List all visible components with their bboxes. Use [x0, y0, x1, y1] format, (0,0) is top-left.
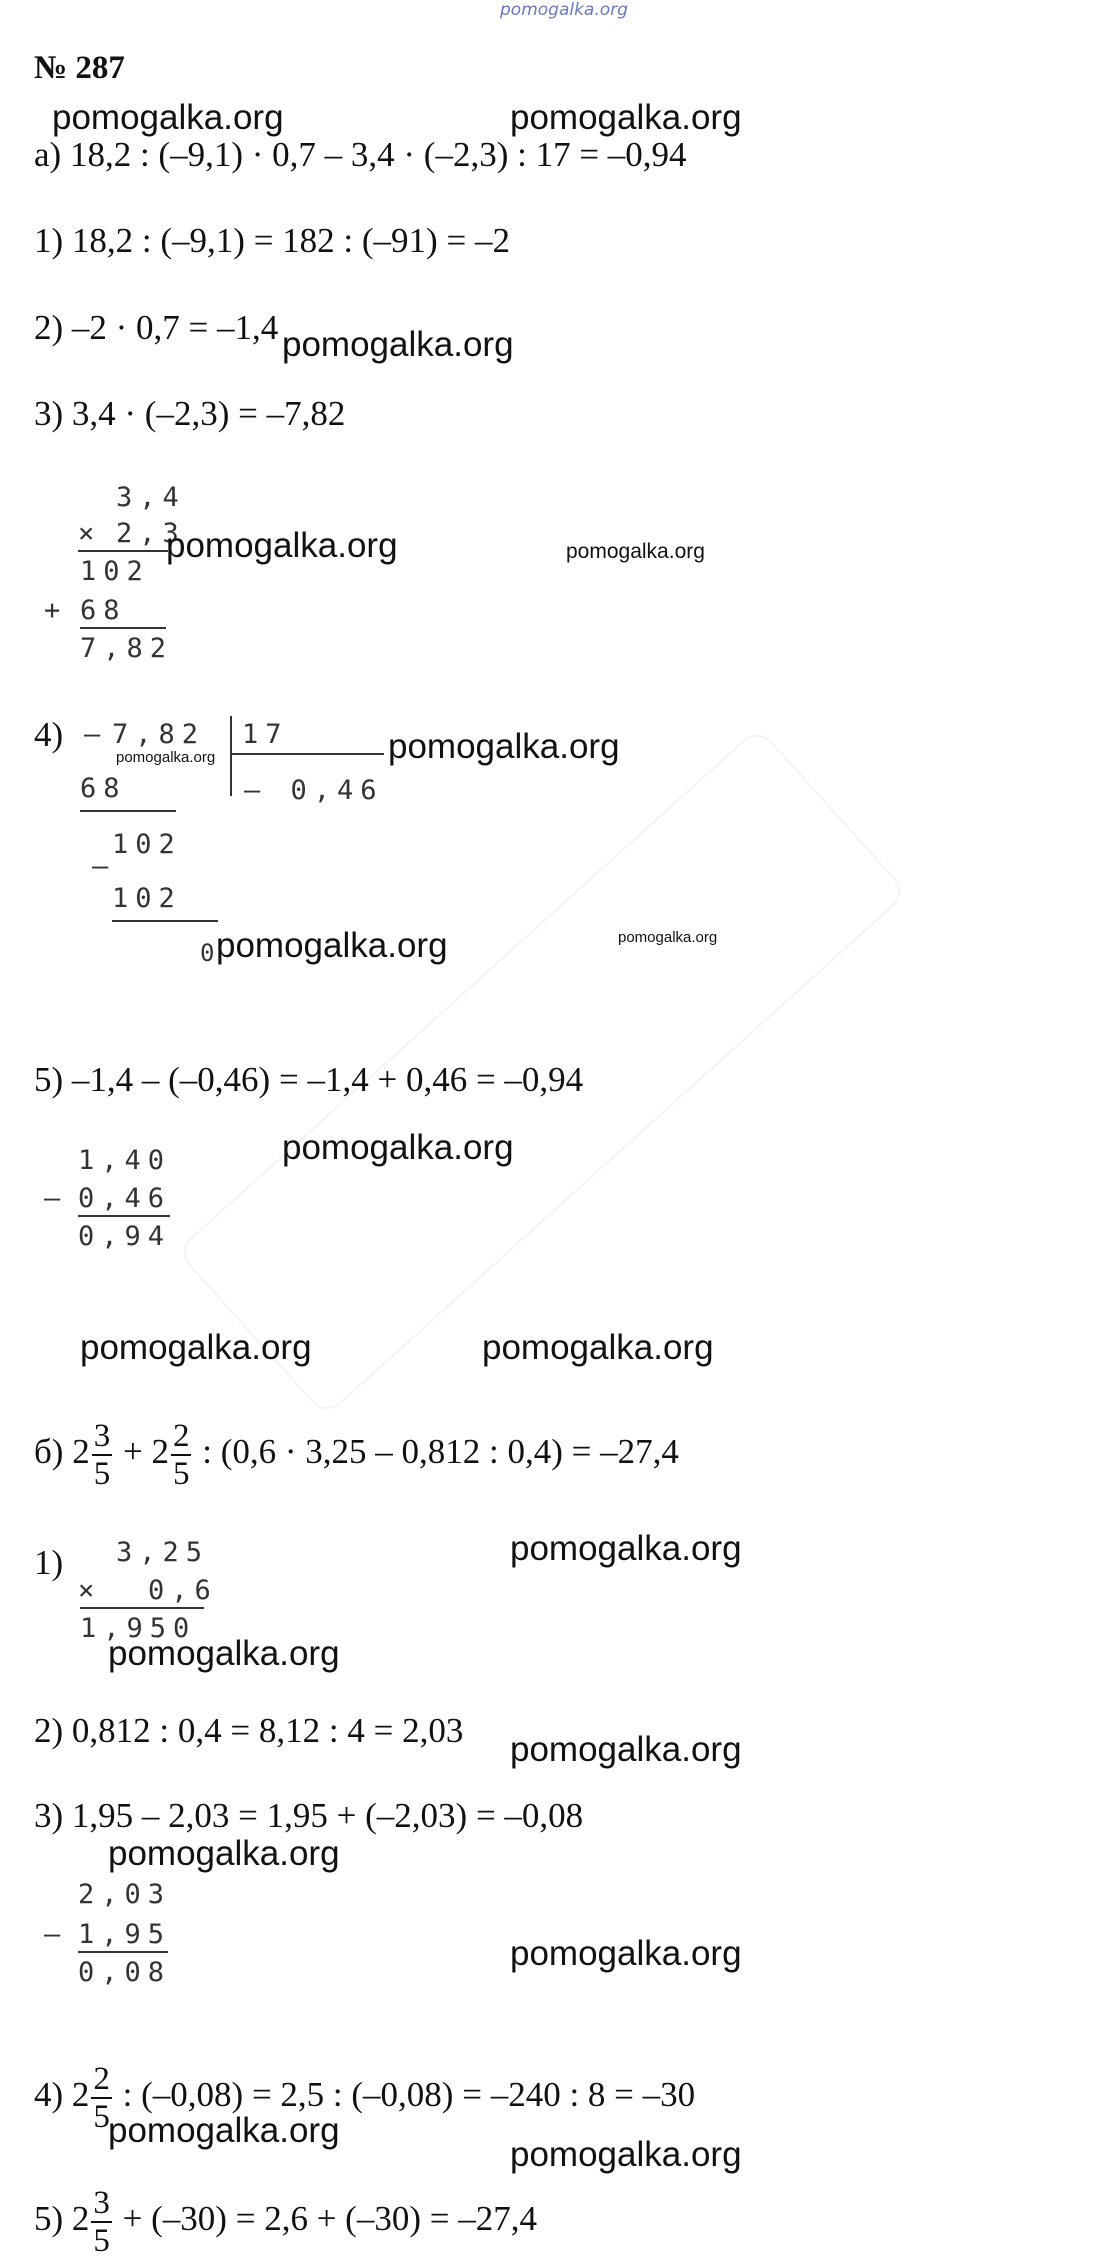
- watermark: pomogalka.org: [108, 2111, 340, 2150]
- part-b-mid: + 2: [122, 1432, 169, 1472]
- part-a-step5: 5) –1,4 – (–0,46) = –1,4 + 0,46 = –0,94: [34, 1060, 584, 1099]
- part-b-step5: [34, 2185, 537, 2259]
- fraction-denominator: 5: [93, 2223, 110, 2259]
- fraction-numerator: 3: [93, 1418, 111, 1454]
- fraction-numerator: 2: [93, 2061, 110, 2097]
- fraction-3-5: [91, 2185, 112, 2259]
- mult-a-sign: ×: [78, 518, 102, 549]
- div-rem1: 102: [112, 829, 182, 860]
- sub-a-result: 0,94: [78, 1221, 172, 1252]
- watermark: pomogalka.org: [52, 98, 284, 137]
- div-divisor: 17: [242, 719, 289, 750]
- sub-a-sign: –: [44, 1183, 68, 1214]
- part-b-step2: 2) 0,812 : 0,4 = 8,12 : 4 = 2,03: [34, 1711, 464, 1750]
- part-b-rest: : (0,6 · 3,25 – 0,812 : 0,4) = –27,4: [202, 1432, 679, 1472]
- part-a-step1: 1) 18,2 : (–9,1) = 182 : (–91) = –2: [34, 221, 510, 260]
- div-quotient: – 0,46: [244, 775, 384, 806]
- div-minus2: –: [92, 851, 116, 882]
- fraction-denominator: 5: [172, 1456, 190, 1492]
- watermark: pomogalka.org: [566, 540, 705, 563]
- fraction-numerator: 2: [172, 1418, 190, 1454]
- sub-a-row1: 1,40: [78, 1145, 172, 1176]
- sub-a-line: [78, 1215, 170, 1217]
- watermark: pomogalka.org: [482, 1328, 714, 1367]
- sub-b-row2: 1,95: [78, 1919, 172, 1950]
- watermark: pomogalka.org: [510, 98, 742, 137]
- sub-b-sign: –: [44, 1919, 68, 1950]
- fraction-denominator: 5: [93, 2099, 110, 2135]
- part-a-step3: 3) 3,4 · (–2,3) = –7,82: [34, 394, 346, 433]
- mult-b-row2: 0,6: [148, 1575, 218, 1606]
- watermark: pomogalka.org: [388, 727, 620, 766]
- mult-a-partial2: 68: [80, 595, 127, 626]
- div-minus: –: [84, 719, 108, 750]
- mult-a-result: 7,82: [80, 633, 174, 664]
- mult-a-row2: 2,3: [116, 518, 186, 549]
- part-b-step1-label: 1): [34, 1543, 64, 1582]
- mult-a-plus: +: [44, 595, 68, 626]
- part-b-step5-rest: + (–30) = 2,6 + (–30) = –27,4: [122, 2199, 537, 2239]
- div-line2: [112, 920, 218, 922]
- div-sub2: 102: [112, 883, 182, 914]
- watermark: pomogalka.org: [282, 325, 514, 364]
- part-b-step5-prefix: 5) 2: [34, 2199, 90, 2239]
- mult-a-line1: [78, 550, 168, 552]
- sub-a-row2: 0,46: [78, 1183, 172, 1214]
- fraction-numerator: 3: [93, 2185, 110, 2221]
- mult-b-line: [80, 1607, 204, 1609]
- div-line1: [80, 810, 176, 812]
- mult-b-row1: 3,25: [116, 1537, 210, 1568]
- watermark: pomogalka.org: [510, 1529, 742, 1568]
- fraction-3-5: [92, 1418, 113, 1492]
- part-b-step3: 3) 1,95 – 2,03 = 1,95 + (–2,03) = –0,08: [34, 1796, 584, 1835]
- watermark: pomogalka.org: [510, 2135, 742, 2174]
- sub-b-result: 0,08: [78, 1957, 172, 1988]
- mult-a-line2: [80, 627, 166, 629]
- part-a-step2: 2) –2 · 0,7 = –1,4: [34, 308, 279, 347]
- part-b-step4-rest: : (–0,08) = 2,5 : (–0,08) = –240 : 8 = –30: [122, 2075, 696, 2115]
- site-watermark-top: pomogalka.org: [500, 0, 628, 20]
- sub-b-row1: 2,03: [78, 1879, 172, 1910]
- div-rem2: 0: [200, 939, 222, 967]
- part-a-statement: а) 18,2 : (–9,1) · 0,7 – 3,4 · (–2,3) : 17 = –0,94: [34, 135, 687, 174]
- watermark: pomogalka.org: [510, 1934, 742, 1973]
- watermark: pomogalka.org: [166, 526, 398, 565]
- mult-a-partial1: 102: [80, 556, 150, 587]
- problem-title: № 287: [34, 50, 125, 86]
- watermark: pomogalka.org: [108, 1834, 340, 1873]
- part-b-statement: [34, 1418, 679, 1492]
- watermark: pomogalka.org: [80, 1328, 312, 1367]
- watermark: pomogalka.org: [216, 926, 448, 965]
- watermark: pomogalka.org: [282, 1128, 514, 1167]
- watermark: pomogalka.org: [618, 929, 718, 946]
- mult-b-result: 1,950: [80, 1613, 197, 1644]
- part-a-step4-label: 4): [34, 715, 64, 754]
- watermark: pomogalka.org: [116, 749, 216, 766]
- fraction-denominator: 5: [93, 1456, 111, 1492]
- part-b-prefix: б) 2: [34, 1432, 90, 1472]
- watermark: pomogalka.org: [510, 1730, 742, 1769]
- part-b-step4-prefix: 4) 2: [34, 2075, 90, 2115]
- mult-a-row1: 3,4: [116, 482, 186, 513]
- div-dividend: 7,82: [112, 719, 206, 750]
- watermark: pomogalka.org: [108, 1634, 340, 1673]
- div-divisor-line: [232, 753, 384, 755]
- div-sub1: 68: [80, 773, 127, 804]
- fraction-2-5: [171, 1418, 192, 1492]
- sub-b-line: [78, 1951, 168, 1953]
- div-vertical-bar: [230, 716, 232, 796]
- mult-b-sign: ×: [78, 1575, 102, 1606]
